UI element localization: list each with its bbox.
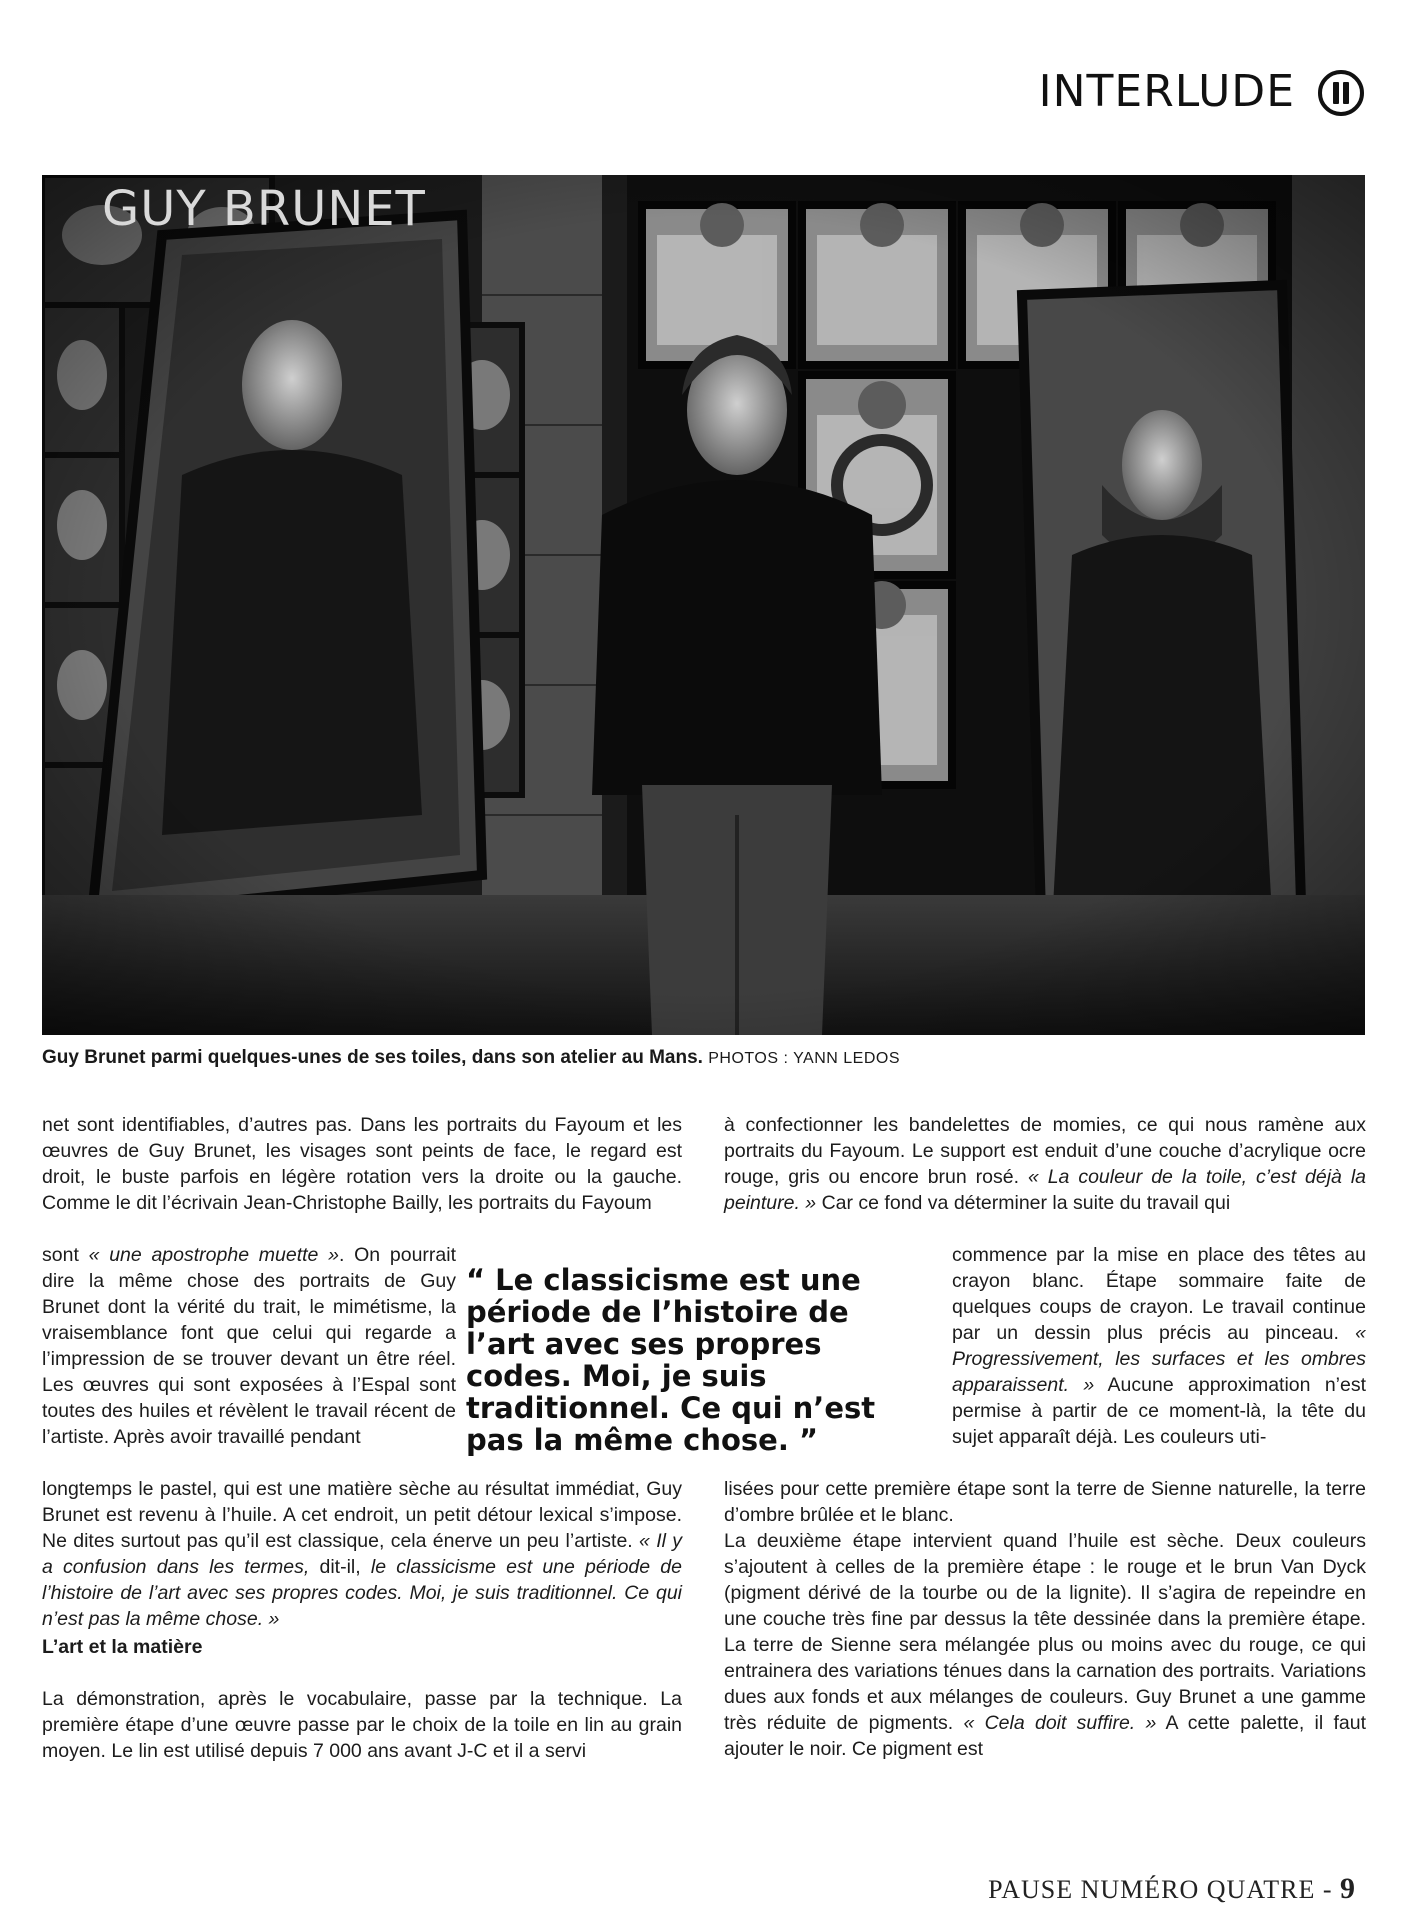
page-number: 9 xyxy=(1340,1872,1356,1905)
text: dit-il, xyxy=(309,1556,371,1578)
page-footer xyxy=(988,1872,1356,1906)
text: sont xyxy=(42,1244,79,1266)
text: Aucune approximation n’est permise à partir de ce moment-là, la tête du sujet apparaît déjà. Les couleurs uti- xyxy=(952,1374,1367,1448)
left-column-bottom xyxy=(42,1476,682,1764)
right-column-narrow xyxy=(952,1242,1366,1450)
paragraph: net sont identifiables, d’autres pas. Dans les portraits du Fayoum et les œuvres de Guy Brunet, les visages sont peints de face, le regard est droit, le buste parfois en légère rotation vers la droite ou la gauche. Comme le dit l’écrivain Jean-Christophe Bailly, les portraits du Fayoum xyxy=(42,1114,682,1214)
right-column-top xyxy=(724,1112,1366,1216)
atelier-photo xyxy=(42,175,1365,1035)
text: . On pourrait dire la même chose des portraits de Guy Brunet dont la vérité du trait, le mimétisme, la vraisemblance font que celui qui regarde a l’impression de se trouver devant un être réel. Les œuvres qui sont exposées à l’Espal sont toutes des huiles et révèlent le travail récent de l’artiste. Après avoir travaillé pendant xyxy=(42,1244,457,1448)
paragraph xyxy=(42,1242,456,1450)
paragraph: La démonstration, après le vocabulaire, passe par la technique. La première étape d’une œuvre passe par le choix de la toile en lin au grain moyen. Le lin est utilisé depuis 7 000 ans avant J-C et il a servi xyxy=(42,1688,682,1762)
text: A cette palette, il faut ajouter le noir. Ce pigment est xyxy=(724,1712,1366,1760)
caption-text: Guy Brunet parmi quelques-unes de ses toiles, dans son atelier au Mans. xyxy=(42,1047,703,1068)
right-column-bottom xyxy=(724,1476,1366,1762)
photo-name-overlay: GUY BRUNET xyxy=(102,181,426,237)
paragraph: lisées pour cette première étape sont la terre de Sienne naturelle, la terre d’ombre brûlée et le blanc. xyxy=(724,1478,1366,1526)
quote: « La couleur de la toile, c’est déjà la peinture. » xyxy=(724,1166,1366,1214)
quote: « Cela doit suffire. » xyxy=(963,1712,1157,1734)
text: longtemps le pastel, qui est une matière sèche au résultat immédiat, Guy Brunet est revenu à l’huile. A cet endroit, un petit détour lexical s’impose. Ne dites surtout pas qu’il est classique, cela énerve un peu l’artiste. xyxy=(42,1478,682,1552)
subheading: L’art et la matière xyxy=(42,1636,203,1658)
pull-quote: “ Le classicisme est une période de l’histoire de l’art avec ses propres codes. Moi, je suis traditionnel. Ce qui n’est pas la même chose. ” xyxy=(466,1263,876,1457)
text: commence par la mise en place des têtes au crayon blanc. Étape sommaire faite de quelques coups de crayon. Le travail continue par un dessin plus précis au pinceau. xyxy=(952,1244,1366,1344)
quote: « une apostrophe muette » xyxy=(88,1244,339,1266)
quote: « Il y a confusion dans les termes, xyxy=(42,1530,682,1578)
magazine-issue: PAUSE NUMÉRO QUATRE - xyxy=(988,1875,1333,1904)
photo-caption xyxy=(42,1046,1362,1071)
paragraph xyxy=(42,1476,682,1632)
paragraph xyxy=(952,1242,1366,1450)
section-title: INTERLUDE xyxy=(1038,66,1295,117)
left-column-top xyxy=(42,1112,682,1216)
photo-credit: PHOTOS : YANN LEDOS xyxy=(708,1050,901,1067)
photo-illustration xyxy=(42,175,1365,1035)
paragraph xyxy=(724,1112,1366,1216)
quote: le classicisme est une période de l’histoire de l’art avec ses propres codes. Moi, je suis traditionnel. Ce qui n’est pas la même chose. » xyxy=(42,1556,682,1630)
text: La deuxième étape intervient quand l’huile est sèche. Deux couleurs s’ajoutent à celles de la première étape : le rouge et le brun Van Dyck (pigment dérivé de la tourbe ou de la lignite). Il s’agira de repeindre en une couche très fine par dessus la tête dessinée dans la première étape. La terre de Sienne sera mélangée plus ou moins avec du rouge, ce qui entrainera des variations ténues dans la carnation des portraits. Variations dues aux fonds et aux mélanges de couleurs. Guy Brunet a une gamme très réduite de pigments. xyxy=(724,1530,1366,1734)
text: à confectionner les bandelettes de momies, ce qui nous ramène aux portraits du Fayoum. Le support est enduit d’une couche d’acrylique ocre rouge, gris ou encore brun rosé. xyxy=(724,1114,1366,1188)
left-column-narrow xyxy=(42,1242,456,1450)
paragraph xyxy=(724,1528,1366,1762)
text: Car ce fond va déterminer la suite du travail qui xyxy=(821,1192,1231,1214)
quote: « Progressivement, les surfaces et les ombres apparaissent. » xyxy=(952,1322,1367,1396)
pause-icon xyxy=(1318,70,1364,116)
